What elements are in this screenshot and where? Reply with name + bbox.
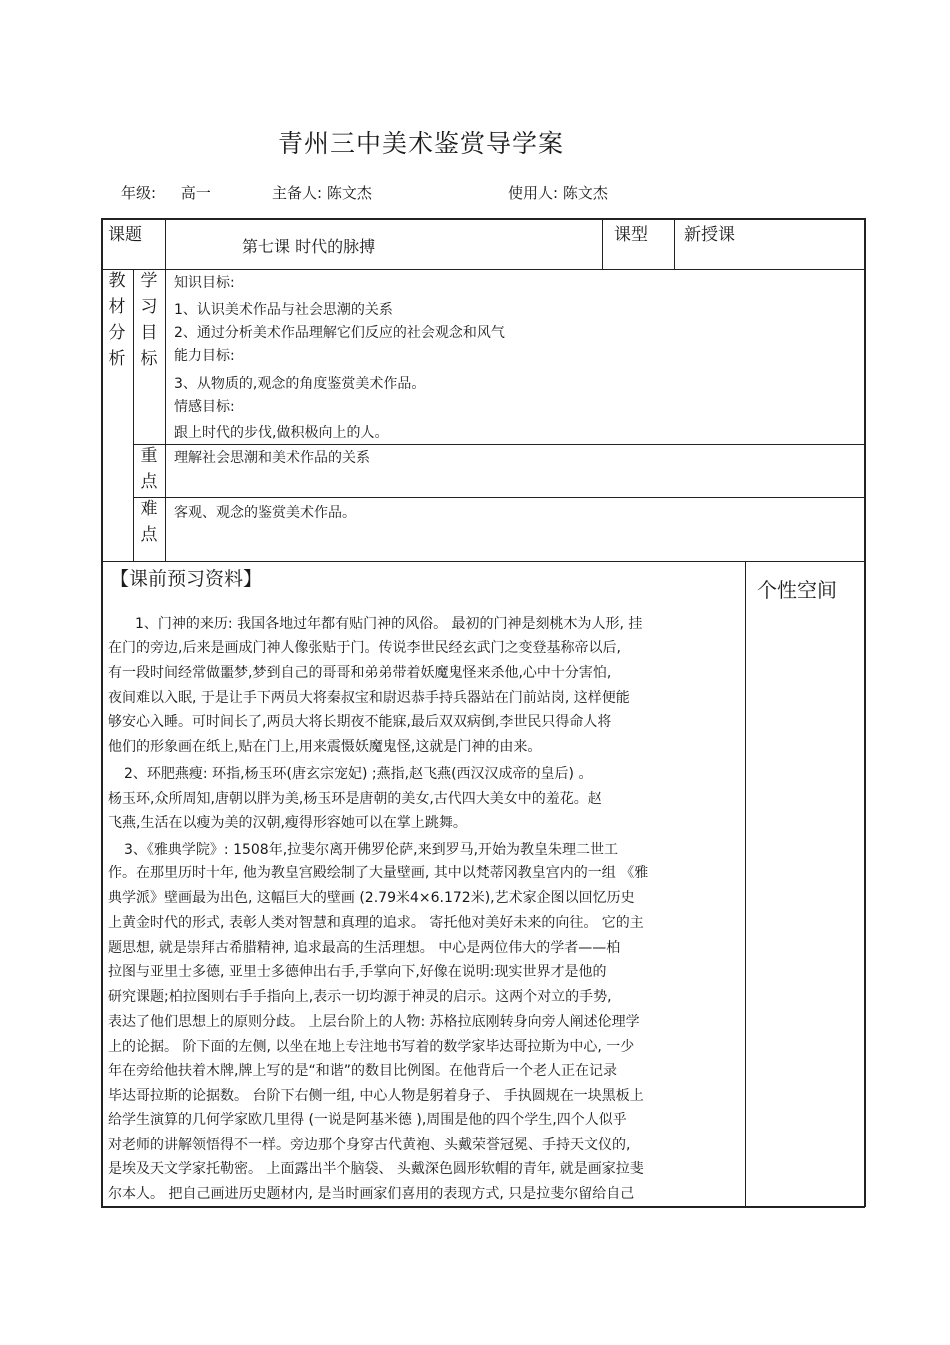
preparer-value: 陈文杰 — [326, 184, 372, 202]
grade-value: 高一 — [180, 184, 211, 202]
preview-line: 是埃及天文学家托勒密。 上面露出半个脑袋、 头戴深色圆形软帽的青年, 就是画家拉斐 — [108, 1161, 644, 1177]
preview-line: 1、门神的来历: 我国各地过年都有贴门神的风俗。 最初的门神是刻桃木为人形, 挂 — [135, 616, 643, 632]
user-field — [508, 182, 608, 203]
preview-line: 表达了他们思想上的原则分歧。 上层台阶上的人物: 苏格拉底刚转身向旁人阐述伦理学 — [108, 1014, 640, 1030]
preview-line: 拉图与亚里士多德, 亚里士多德伸出右手,手掌向下,好像在说明:现实世界才是他的 — [108, 964, 607, 980]
preview-line: 他们的形象画在纸上,贴在门上,用来震慑妖魔鬼怪,这就是门神的由来。 — [108, 739, 542, 755]
analysis-label: 教 材 分 析 — [108, 271, 126, 369]
preview-line: 研究课题;柏拉图则右手手指向上,表示一切均源于神灵的启示。这两个对立的手势, — [108, 989, 612, 1005]
table-border-right — [864, 218, 866, 1207]
grade-field — [121, 182, 211, 203]
preview-line: 对老师的讲解领悟得不一样。旁边那个身穿古代黄袍、头戴荣誉冠冕、手持天文仪的, — [108, 1137, 631, 1153]
row-divider-key — [133, 497, 865, 498]
preview-line: 尔本人。 把自己画进历史题材内, 是当时画家们喜用的表现方式, 只是拉斐尔留给自己 — [108, 1186, 635, 1202]
col-divider-type-value — [674, 218, 675, 270]
table-border-top — [101, 218, 865, 220]
preview-line: 年在旁给他扶着木牌,牌上写的是“和谐”的数目比例图。在他背后一个老人正在记录 — [108, 1063, 617, 1079]
user-value: 陈文杰 — [562, 184, 608, 202]
preview-line: 夜间难以入眠, 于是让手下两员大将秦叔宝和尉迟恭手持兵器站在门前站岗, 这样便能 — [108, 690, 630, 706]
goals-line: 知识目标: — [174, 275, 235, 291]
type-label: 课型 — [614, 225, 648, 245]
row-divider-analysis — [101, 561, 865, 562]
type-value: 新授课 — [684, 225, 735, 245]
side-title: 个性空间 — [757, 578, 837, 602]
preview-title: 【课前预习资料】 — [110, 568, 263, 590]
page-title: 青州三中美术鉴赏导学案 — [277, 129, 564, 158]
preview-line: 上黄金时代的形式, 表彰人类对智慧和真理的追求。 寄托他对美好未来的向往。 它的主 — [108, 915, 644, 931]
goals-line: 情感目标: — [174, 399, 235, 415]
preparer-field — [272, 182, 372, 203]
preview-line: 毕达哥拉斯的论据数。 台阶下右侧一组, 中心人物是躬着身子、 手执圆规在一块黑板上 — [108, 1088, 644, 1104]
preview-line: 典学派》壁画最为出色, 这幅巨大的壁画 (2.79米4×6.172米),艺术家企图以回忆历史 — [108, 890, 635, 906]
col-divider-goals — [165, 269, 166, 562]
col-divider-topic — [165, 218, 166, 270]
preview-line: 给学生演算的几何学家欧几里得 (一说是阿基米德 ),周围是他的四个学生,四个人似乎 — [108, 1112, 627, 1128]
preparer-label: 主备人: — [272, 184, 323, 202]
grade-label: 年级: — [121, 184, 157, 202]
topic-value: 第七课 时代的脉搏 — [242, 237, 376, 256]
preview-line: 2、环肥燕瘦: 环指,杨玉环(唐玄宗宠妃) ;燕指,赵飞燕(西汉汉成帝的皇后) 。 — [124, 766, 593, 782]
preview-line: 在门的旁边,后来是画成门神人像张贴于门。传说李世民经玄武门之变登基称帝以后, — [108, 640, 621, 656]
goals-line: 1、认识美术作品与社会思潮的关系 — [174, 302, 393, 318]
col-divider-type — [602, 218, 603, 270]
col-divider-side — [745, 561, 746, 1207]
preview-line: 有一段时间经常做噩梦,梦到自己的哥哥和弟弟带着妖魔鬼怪来杀他,心中十分害怕, — [108, 665, 612, 681]
preview-line: 3、《雅典学院》: 1508年,拉斐尔离开佛罗伦萨,来到罗马,开始为教皇朱理二世工 — [124, 842, 619, 858]
goals-line: 3、从物质的,观念的角度鉴赏美术作品。 — [174, 376, 426, 392]
preview-line: 杨玉环,众所周知,唐朝以胖为美,杨玉环是唐朝的美女,古代四大美女中的羞花。赵 — [108, 791, 602, 807]
goals-line: 跟上时代的步伐,做积极向上的人。 — [174, 425, 389, 441]
key-label: 重 点 — [140, 446, 158, 492]
user-label: 使用人: — [508, 184, 559, 202]
row-divider-goals — [133, 444, 865, 445]
topic-label: 课题 — [108, 225, 142, 245]
key-value: 理解社会思潮和美术作品的关系 — [174, 450, 370, 466]
preview-line: 题思想, 就是崇拜古希腊精神, 追求最高的生活理想。 中心是两位伟大的学者——柏 — [108, 940, 621, 956]
row-divider-topic — [101, 269, 865, 270]
preview-line: 上的论据。 阶下面的左侧, 以坐在地上专注地书写着的数学家毕达哥拉斯为中心, 一少 — [108, 1039, 635, 1055]
preview-line: 够安心入睡。可时间长了,两员大将长期夜不能寐,最后双双病倒,李世民只得命人将 — [108, 714, 612, 730]
preview-line: 作。在那里历时十年, 他为教皇宫殿绘制了大量壁画, 其中以梵蒂冈教皇宫内的一组 《雅 — [108, 865, 649, 881]
preview-line: 飞燕,生活在以瘦为美的汉朝,瘦得形容她可以在掌上跳舞。 — [108, 815, 467, 831]
goals-line: 能力目标: — [174, 348, 235, 364]
goals-label: 学 习 目 标 — [140, 271, 158, 369]
difficult-value: 客观、观念的鉴赏美术作品。 — [174, 505, 356, 521]
difficult-label: 难 点 — [140, 499, 158, 545]
goals-line: 2、通过分析美术作品理解它们反应的社会观念和风气 — [174, 325, 505, 341]
